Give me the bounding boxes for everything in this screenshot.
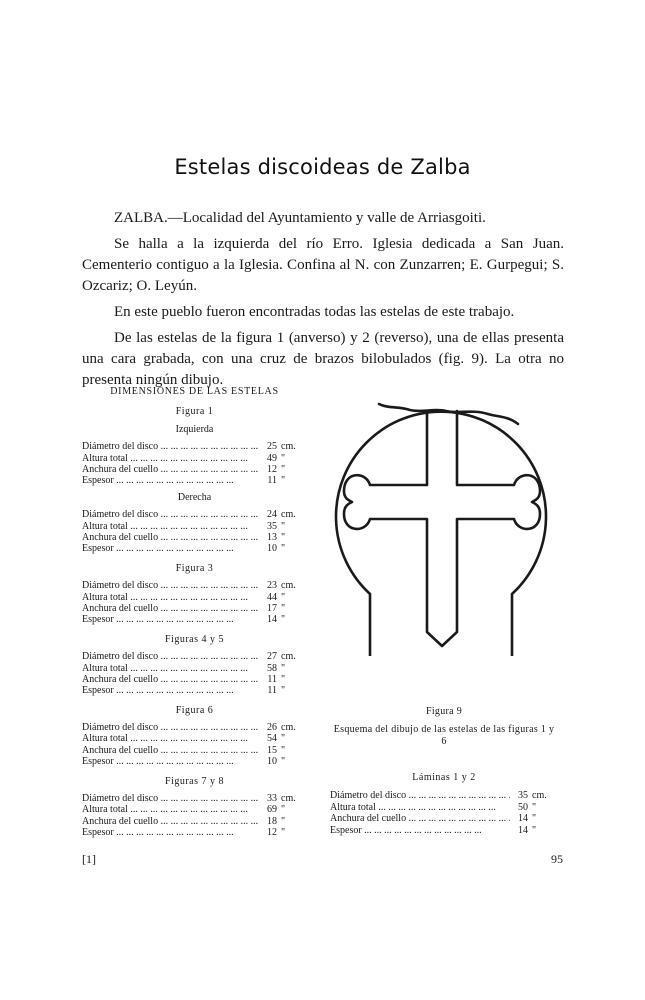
dimension-value: 27	[267, 651, 277, 663]
dimension-value: 24	[267, 509, 277, 521]
izquierda-heading: Izquierda	[175, 423, 214, 435]
paragraph-location: Se halla a la izquierda del río Erro. Iglesia dedicada a San Juan. Cementerio contiguo a la Iglesia. Confina al N. con Zunzarren; E. Gurpegui; S. Ozcariz; O. Leyún.	[82, 236, 564, 294]
dimension-row	[82, 453, 307, 464]
dimension-label: Altura total ... .	[82, 453, 259, 464]
dimension-label: Anchura del cuello ... .	[330, 813, 510, 824]
dimension-label: Diámetro del disco ... .	[82, 651, 259, 662]
dimensions-heading: DIMENSIONES DE LAS ESTELAS	[110, 386, 279, 397]
dimension-row	[82, 793, 307, 804]
page-number: 95	[551, 852, 563, 866]
section-marker: [1]	[82, 852, 96, 866]
dimension-unit: "	[281, 756, 286, 768]
dimension-value: 17	[267, 602, 277, 614]
dimension-label: Anchura del cuello ... .	[82, 674, 259, 685]
dimension-label: Diámetro del disco ... .	[82, 793, 259, 804]
stele-cross-diagram	[322, 388, 562, 656]
dimension-value: 14	[518, 824, 528, 836]
dimension-unit: "	[281, 827, 286, 839]
dimensions-table	[82, 386, 307, 839]
paragraph-intro: ZALBA.—Localidad del Ayuntamiento y valle de Arriasgoiti.	[114, 210, 486, 226]
dimension-row	[82, 603, 307, 614]
dimension-label: Anchura del cuello ... .	[82, 745, 259, 756]
dimension-unit: "	[281, 543, 286, 555]
dimension-label: Altura total ... .	[82, 592, 259, 603]
dimension-row	[82, 756, 307, 767]
dimension-row	[82, 663, 307, 674]
dimension-unit: "	[281, 733, 286, 745]
dimension-label: Diámetro del disco ... .	[82, 722, 259, 733]
dimension-value: 26	[267, 722, 277, 734]
dimension-row	[82, 532, 307, 543]
figure-9-label: Figura 9	[425, 706, 462, 717]
dimension-row	[82, 674, 307, 685]
dimension-row	[82, 651, 307, 662]
dimension-row	[82, 543, 307, 554]
dimension-row	[82, 804, 307, 815]
dimension-label: Espesor ... .	[82, 827, 259, 838]
dimension-label: Espesor ... .	[82, 685, 259, 696]
figure-3-heading: Figura 3	[175, 562, 214, 574]
dimension-value: 13	[267, 531, 277, 543]
dimension-value: 12	[267, 827, 277, 839]
dims-group-fig3	[82, 580, 307, 626]
dimension-label: Anchura del cuello ... .	[82, 603, 259, 614]
dimension-unit: "	[532, 801, 537, 813]
paragraph-found: En este pueblo fueron encontradas todas las estelas de este trabajo.	[114, 304, 515, 320]
figure-6-heading: Figura 6	[175, 704, 214, 716]
dimension-value: 69	[267, 804, 277, 816]
dimension-unit: "	[281, 662, 286, 674]
figure-9-caption: Esquema del dibujo de las estelas de las figuras 1 y 6	[333, 724, 555, 747]
dimension-value: 44	[267, 591, 277, 603]
dimension-value: 12	[267, 464, 277, 475]
dimension-value: 23	[267, 580, 277, 592]
dimension-unit: "	[281, 614, 286, 626]
paragraph-description: De las estelas de la figura 1 (anverso) y 2 (reverso), una de ellas presenta una cara grabada, con una cruz de brazos bilobulados (fig. 9). La otra no presenta ningún dibujo.	[82, 330, 564, 388]
dimension-unit: cm.	[281, 580, 296, 592]
dimension-row	[82, 441, 307, 452]
dimension-row	[330, 802, 558, 813]
dimension-label: Anchura del cuello ... .	[82, 464, 259, 475]
dimension-value: 11	[267, 685, 277, 697]
figures-4-5-heading: Figuras 4 y 5	[165, 633, 224, 645]
derecha-heading: Derecha	[177, 491, 212, 503]
dimension-unit: "	[281, 464, 286, 475]
dimension-label: Altura total ... .	[330, 802, 510, 813]
dimension-label: Espesor ... .	[330, 825, 510, 836]
dimension-value: 14	[518, 813, 528, 825]
dimension-unit: "	[281, 744, 286, 756]
dimension-label: Diámetro del disco ... .	[82, 441, 259, 452]
dimension-label: Espesor ... .	[82, 543, 259, 554]
dimension-label: Altura total ... .	[82, 733, 259, 744]
dimension-label: Diámetro del disco ... .	[330, 790, 510, 801]
dimension-row	[82, 685, 307, 696]
dimension-label: Anchura del cuello ... .	[82, 532, 259, 543]
dimension-unit: "	[281, 531, 286, 543]
dimension-row	[82, 592, 307, 603]
dimension-row	[82, 733, 307, 744]
dimension-unit: "	[281, 673, 286, 685]
dimension-row	[82, 464, 307, 475]
dims-group-fig45	[82, 651, 307, 697]
dimension-value: 25	[267, 441, 277, 453]
dimension-value: 49	[267, 452, 277, 464]
dimension-unit: "	[281, 591, 286, 603]
dimension-unit: cm.	[281, 722, 296, 734]
dimension-label: Espesor ... .	[82, 475, 259, 486]
dims-group-fig6	[82, 722, 307, 768]
article-body	[82, 208, 564, 396]
dimension-unit: cm.	[281, 509, 296, 521]
bilobed-cross	[344, 411, 540, 646]
dimension-unit: "	[281, 452, 286, 464]
dimension-label: Anchura del cuello ... .	[82, 816, 259, 827]
dimension-value: 11	[267, 475, 277, 487]
page-title: Estelas discoideas de Zalba	[174, 155, 471, 179]
figures-7-8-heading: Figuras 7 y 8	[165, 775, 224, 787]
dimension-row	[82, 745, 307, 756]
dimension-label: Altura total ... .	[82, 521, 259, 532]
dimension-row	[82, 614, 307, 625]
dimension-value: 35	[267, 520, 277, 532]
stele-disc-outline	[336, 412, 546, 656]
dimension-value: 14	[267, 614, 277, 626]
figure-9-caption-block	[330, 706, 558, 748]
dimension-unit: "	[281, 520, 286, 532]
dimension-label: Altura total ... .	[82, 804, 259, 815]
dimension-unit: "	[532, 813, 537, 825]
dimension-row	[330, 813, 558, 824]
dimension-row	[330, 790, 558, 801]
dims-group-fig78	[82, 793, 307, 839]
dimension-unit: "	[281, 602, 286, 614]
dimension-row	[82, 509, 307, 520]
dimension-unit: cm.	[281, 651, 296, 663]
dimension-unit: cm.	[281, 441, 296, 453]
dimension-value: 15	[267, 744, 277, 756]
dimension-label: Diámetro del disco ... .	[82, 580, 259, 591]
dimension-value: 58	[267, 662, 277, 674]
laminas-heading: Láminas 1 y 2	[412, 772, 476, 783]
dimension-unit: "	[281, 815, 286, 827]
dims-group-fig1-izquierda	[82, 441, 307, 487]
dimension-unit: "	[281, 475, 286, 487]
dimension-row	[82, 580, 307, 591]
dimension-unit: cm.	[532, 790, 547, 802]
dimension-row	[82, 722, 307, 733]
dimension-unit: "	[281, 804, 286, 816]
dimension-value: 10	[267, 756, 277, 768]
dimension-row	[82, 816, 307, 827]
dimension-value: 50	[518, 801, 528, 813]
dimension-row	[330, 825, 558, 836]
dimension-value: 33	[267, 793, 277, 805]
dimension-label: Espesor ... .	[82, 614, 259, 625]
dimension-value: 11	[267, 673, 277, 685]
dimension-label: Espesor ... .	[82, 756, 259, 767]
dimension-row	[82, 475, 307, 486]
dimension-row	[82, 521, 307, 532]
dimension-row	[82, 827, 307, 838]
dimension-value: 54	[267, 733, 277, 745]
figure-1-heading: Figura 1	[175, 406, 214, 418]
dimension-value: 35	[518, 790, 528, 802]
dimension-value: 10	[267, 543, 277, 555]
dimension-unit: cm.	[281, 793, 296, 805]
dimension-value: 18	[267, 815, 277, 827]
dimension-label: Diámetro del disco ... .	[82, 509, 259, 520]
dimension-unit: "	[532, 824, 537, 836]
dimension-unit: "	[281, 685, 286, 697]
laminas-table	[330, 772, 558, 836]
dims-group-fig1-derecha	[82, 509, 307, 555]
dimension-label: Altura total ... .	[82, 663, 259, 674]
